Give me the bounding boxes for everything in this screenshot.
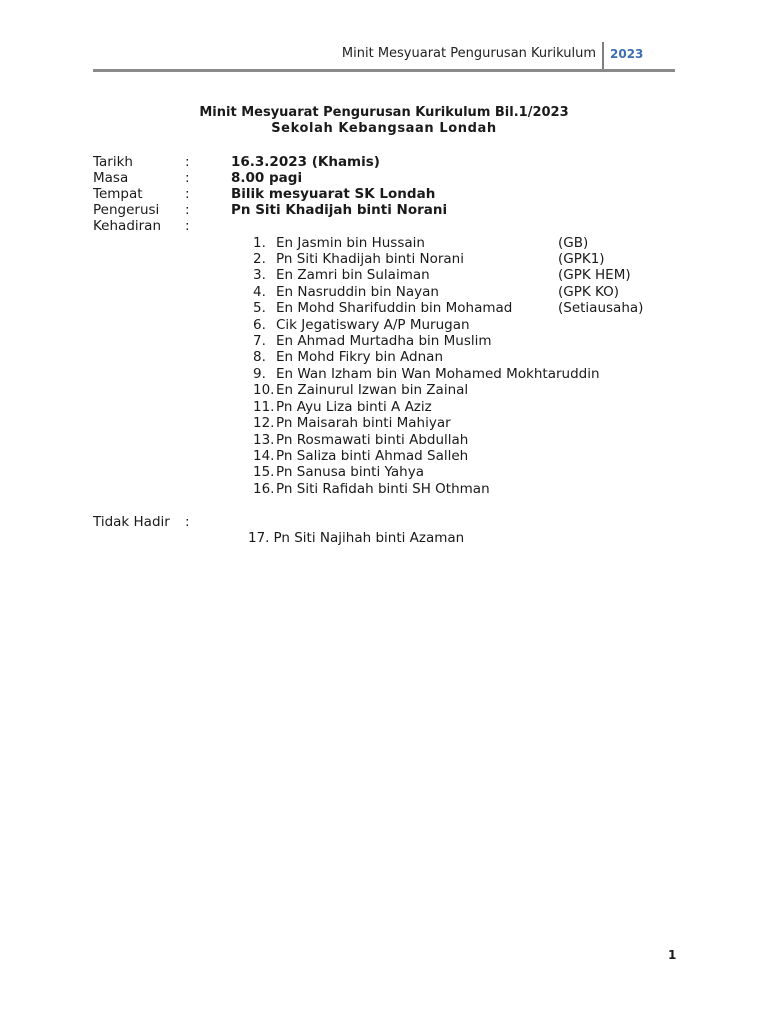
item-number: 8. xyxy=(253,349,266,365)
meta-colon: : xyxy=(185,186,190,202)
attendee-name: En Mohd Fikry bin Adnan xyxy=(276,349,444,365)
meta-row-tarikh xyxy=(93,154,653,171)
header-year: 2023 xyxy=(610,47,644,61)
meta-value: Bilik mesyuarat SK Londah xyxy=(231,186,436,202)
attendee-role: (GPK KO) xyxy=(558,284,620,300)
attendee-name: En Nasruddin bin Nayan xyxy=(276,284,439,300)
item-number: 6. xyxy=(253,317,266,333)
list-item xyxy=(253,481,673,498)
attendee-name: En Zamri bin Sulaiman xyxy=(276,267,430,283)
list-item xyxy=(253,300,673,317)
meta-colon: : xyxy=(185,218,190,234)
attendee-name: Pn Siti Khadijah binti Norani xyxy=(276,251,464,267)
absent-list-item xyxy=(248,530,464,546)
attendee-name: Pn Sanusa binti Yahya xyxy=(276,464,424,480)
attendee-name: En Ahmad Murtadha bin Muslim xyxy=(276,333,492,349)
item-number: 16. xyxy=(253,481,275,497)
item-number: 13. xyxy=(253,432,275,448)
list-item xyxy=(253,382,673,399)
attendee-name: Pn Maisarah binti Mahiyar xyxy=(276,415,451,431)
meta-row-kehadiran xyxy=(93,218,653,235)
item-number: 15. xyxy=(253,464,275,480)
attendee-name: En Zainurul Izwan bin Zainal xyxy=(276,382,469,398)
item-number: 9. xyxy=(253,366,266,382)
header-divider xyxy=(602,42,604,70)
page-number: 1 xyxy=(668,948,677,962)
list-item xyxy=(253,432,673,449)
attendee-name: En Wan Izham bin Wan Mohamed Mokhtaruddin xyxy=(276,366,600,382)
list-item xyxy=(253,251,673,268)
meta-label: Tidak Hadir xyxy=(93,514,170,530)
item-number: 4. xyxy=(253,284,266,300)
list-item xyxy=(253,284,673,301)
attendee-name: En Mohd Sharifuddin bin Mohamad xyxy=(276,300,513,316)
list-item xyxy=(253,366,673,383)
item-number: 10. xyxy=(253,382,275,398)
document-subtitle: Sekolah Kebangsaan Londah xyxy=(271,121,497,136)
attendee-name: Pn Saliza binti Ahmad Salleh xyxy=(276,448,469,464)
meta-row-tempat xyxy=(93,186,653,203)
header-rule xyxy=(93,69,675,72)
attendee-role: (GPK HEM) xyxy=(558,267,631,283)
list-item xyxy=(253,235,673,252)
list-item xyxy=(253,415,673,432)
item-number: 1. xyxy=(253,235,266,251)
list-item xyxy=(253,448,673,465)
meta-value: 16.3.2023 (Khamis) xyxy=(231,154,380,170)
attendee-name: Cik Jegatiswary A/P Murugan xyxy=(276,317,470,333)
meta-colon: : xyxy=(185,202,190,218)
meta-row-pengerusi xyxy=(93,202,653,219)
item-number: 12. xyxy=(253,415,275,431)
item-number: 14. xyxy=(253,448,275,464)
item-number: 17. xyxy=(248,530,270,546)
item-number: 5. xyxy=(253,300,266,316)
list-item xyxy=(253,267,673,284)
header-title: Minit Mesyuarat Pengurusan Kurikulum xyxy=(341,46,596,61)
attendee-name: En Jasmin bin Hussain xyxy=(276,235,425,251)
item-number: 2. xyxy=(253,251,266,267)
attendee-name: Pn Siti Rafidah binti SH Othman xyxy=(276,481,490,497)
list-item xyxy=(253,399,673,416)
meta-label: Tarikh xyxy=(93,154,133,170)
item-number: 3. xyxy=(253,267,266,283)
attendee-name: Pn Rosmawati binti Abdullah xyxy=(276,432,469,448)
meta-row-masa xyxy=(93,170,653,187)
attendee-role: (Setiausaha) xyxy=(558,300,644,316)
attendee-role: (GPK1) xyxy=(558,251,605,267)
document-title: Minit Mesyuarat Pengurusan Kurikulum Bil.1/2023 xyxy=(199,105,569,120)
meta-label: Kehadiran xyxy=(93,218,162,234)
item-number: 7. xyxy=(253,333,266,349)
meta-colon: : xyxy=(185,170,190,186)
meta-row-tidak-hadir xyxy=(93,514,653,531)
meta-value: Pn Siti Khadijah binti Norani xyxy=(231,202,448,218)
absent-name: Pn Siti Najihah binti Azaman xyxy=(273,530,465,546)
list-item xyxy=(253,464,673,481)
attendee-name: Pn Ayu Liza binti A Aziz xyxy=(276,399,432,415)
list-item xyxy=(253,333,673,350)
item-number: 11. xyxy=(253,399,275,415)
list-item xyxy=(253,317,673,334)
meta-label: Masa xyxy=(93,170,129,186)
attendee-role: (GB) xyxy=(558,235,589,251)
meta-label: Tempat xyxy=(93,186,143,202)
list-item xyxy=(253,349,673,366)
meta-colon: : xyxy=(185,154,190,170)
meta-value: 8.00 pagi xyxy=(231,170,303,186)
meta-colon: : xyxy=(185,514,190,530)
meta-label: Pengerusi xyxy=(93,202,160,218)
